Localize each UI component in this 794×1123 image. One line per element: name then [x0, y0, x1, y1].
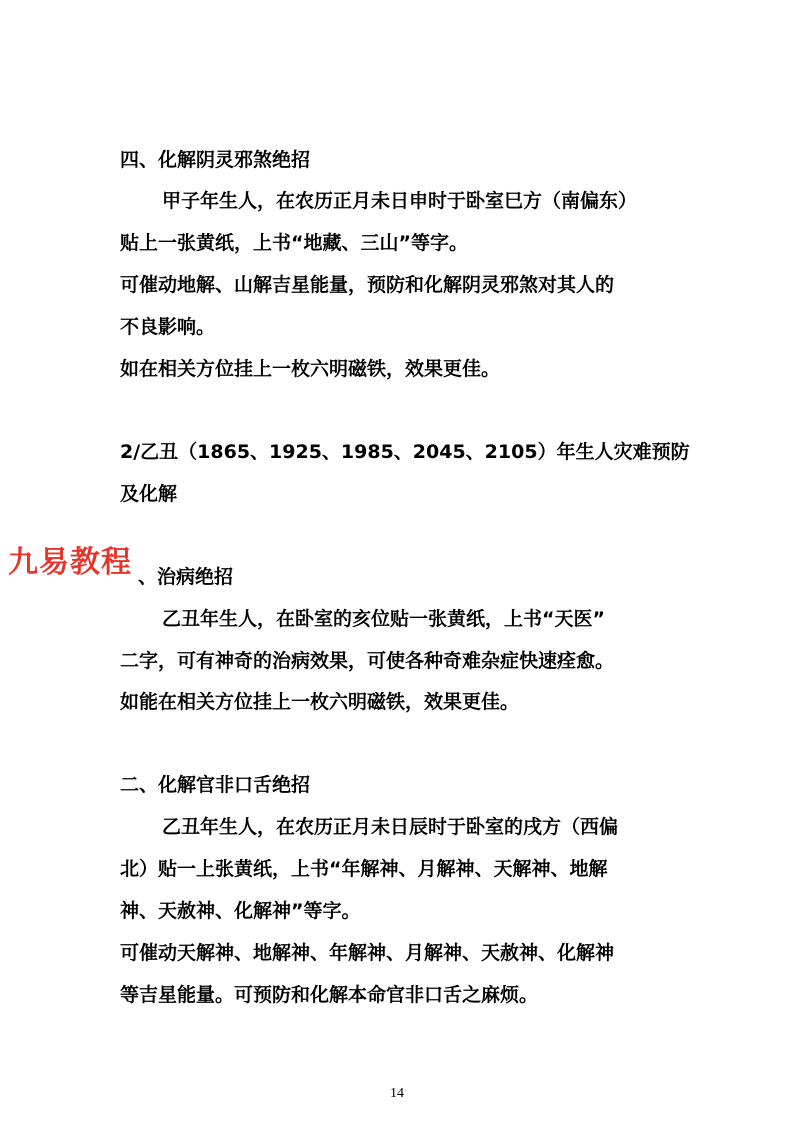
- paragraph-line: 乙丑年生人，在农历正月未日辰时于卧室的戌方（西偏: [162, 816, 619, 838]
- section-heading-1: 四、化解阴灵邪煞绝招: [120, 149, 311, 171]
- paragraph-line: 不良影响。: [120, 316, 216, 338]
- watermark-logo: 九易教程: [8, 545, 132, 580]
- section-heading-3: 二、化解官非口舌绝招: [120, 774, 311, 796]
- paragraph-line: 如在相关方位挂上一枚六明磁铁，效果更佳。: [120, 358, 501, 380]
- section-heading-2: 、治病绝招: [138, 566, 234, 588]
- paragraph-line: 等吉星能量。可预防和化解本命官非口舌之麻烦。: [120, 984, 539, 1006]
- paragraph-line: 北）贴一上张黄纸，上书“年解神、月解神、天解神、地解: [120, 858, 608, 880]
- paragraph-line: 可催动地解、山解吉星能量，预防和化解阴灵邪煞对其人的: [120, 274, 615, 296]
- paragraph-line: 神、天赦神、化解神”等字。: [120, 900, 361, 922]
- paragraph-line: 二字，可有神奇的治病效果，可使各种奇难杂症快速痊愈。: [120, 650, 615, 672]
- page-number: 14: [390, 1086, 404, 1101]
- paragraph-line: 甲子年生人，在农历正月未日申时于卧室巳方（南偏东）: [162, 190, 638, 212]
- paragraph-line: 如能在相关方位挂上一枚六明磁铁，效果更佳。: [120, 691, 520, 713]
- paragraph-line: 可催动天解神、地解神、年解神、月解神、天赦神、化解神: [120, 942, 615, 964]
- paragraph-line: 乙丑年生人，在卧室的亥位贴一张黄纸，上书“天医”: [162, 608, 605, 630]
- paragraph-line: 贴上一张黄纸，上书“地藏、三山”等字。: [120, 232, 468, 254]
- chapter-title-line-2: 及化解: [120, 483, 178, 505]
- chapter-title-line-1: 2/乙丑（1865、1925、1985、2045、2105）年生人灾难预防: [120, 441, 690, 463]
